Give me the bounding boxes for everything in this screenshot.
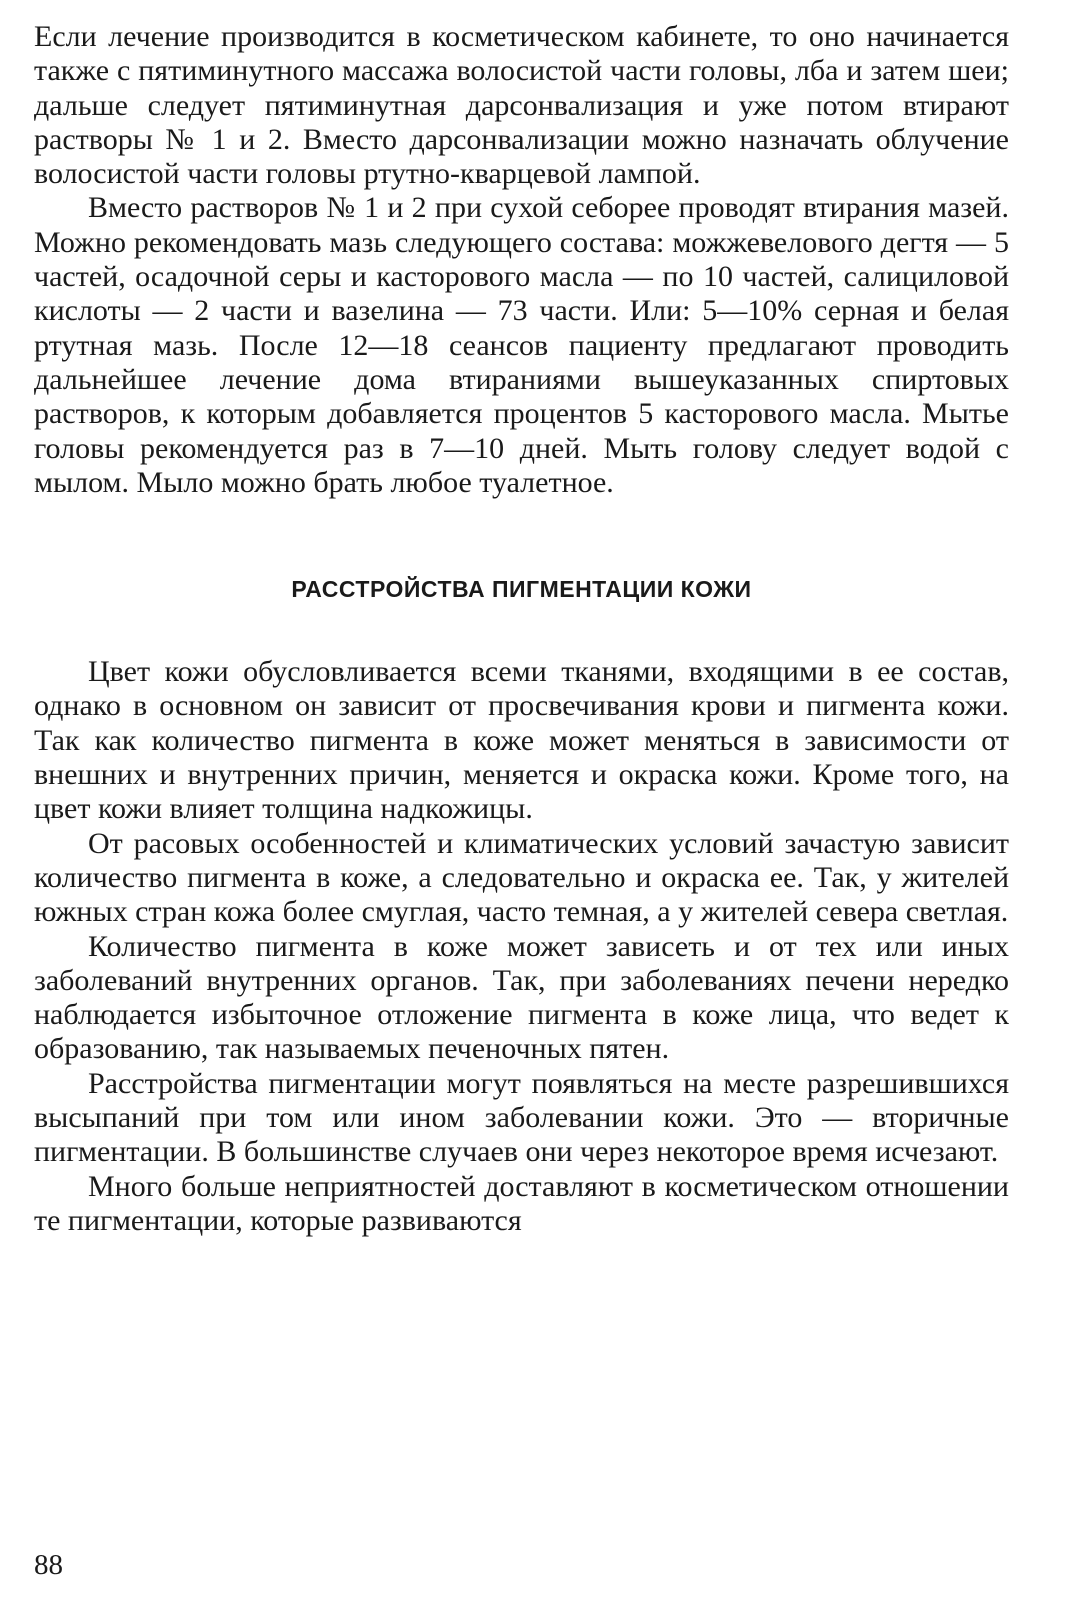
page-content: [34, 20, 1009, 1238]
paragraph-skin-color: Цвет кожи обусловливается всеми тканями, входящими в ее состав, однако в основном он зависит от просвечивания крови и пигмента кожи. Так как количество пигмента в коже может меняться в зависимости от внешних и внутренних причин, меняется и окраска кожи. Кроме того, на цвет кожи влияет толщина надкожицы.: [34, 655, 1009, 826]
paragraph-cosmetic-pigmentation: Много больше неприятностей доставляют в косметическом отношении те пигментации, которые развиваются: [34, 1169, 1009, 1237]
paragraph-racial-climatic: От расовых особенностей и климатических условий зачастую зависит количество пигмента в коже, а следовательно и окраска ее. Так, у жителей южных стран кожа более смуглая, часто темная, а у жителей севера светлая.: [34, 826, 1009, 929]
paragraph-cosmetic-cabinet-treatment: Если лечение производится в косметическом кабинете, то оно начинается также с пятиминутного массажа волосистой части головы, лба и затем шеи; дальше следует пятиминутная дарсонвализация и уже потом втирают растворы № 1 и 2. Вместо дарсонвализации можно назначать облучение волосистой части головы ртутно-кварцевой лампой.: [34, 20, 1009, 191]
paragraph-secondary-pigmentation: Расстройства пигментации могут появляться на месте разрешившихся высыпаний при том или ином заболевании кожи. Это — вторичные пигментации. В большинстве случаев они через некоторое время исчезают.: [34, 1066, 1009, 1169]
paragraph-internal-diseases: Количество пигмента в коже может зависеть и от тех или иных заболеваний внутренних органов. Так, при заболеваниях печени нередко наблюдается избыточное отложение пигмента в коже лица, что ведет к образованию, так называемых печеночных пятен.: [34, 929, 1009, 1066]
section-heading: РАССТРОЙСТВА ПИГМЕНТАЦИИ КОЖИ: [291, 576, 752, 603]
page-number: 88: [34, 1549, 63, 1581]
paragraph-dry-seborrhea-ointments: Вместо растворов № 1 и 2 при сухой себорее проводят втирания мазей. Можно рекомендовать мазь следующего состава: можжевелового дегтя — 5 частей, осадочной серы и касторового масла — по 10 частей, салициловой кислоты — 2 части и вазелина — 73 части. Или: 5—10% серная и белая ртутная мазь. После 12—18 сеансов пациенту предлагают проводить дальнейшее лечение дома втираниями вышеуказанных спиртовых растворов, к которым добавляется процентов 5 касторового масла. Мытье головы рекомендуется раз в 7—10 дней. Мыть голову следует водой с мылом. Мыло можно брать любое туалетное.: [34, 191, 1009, 499]
